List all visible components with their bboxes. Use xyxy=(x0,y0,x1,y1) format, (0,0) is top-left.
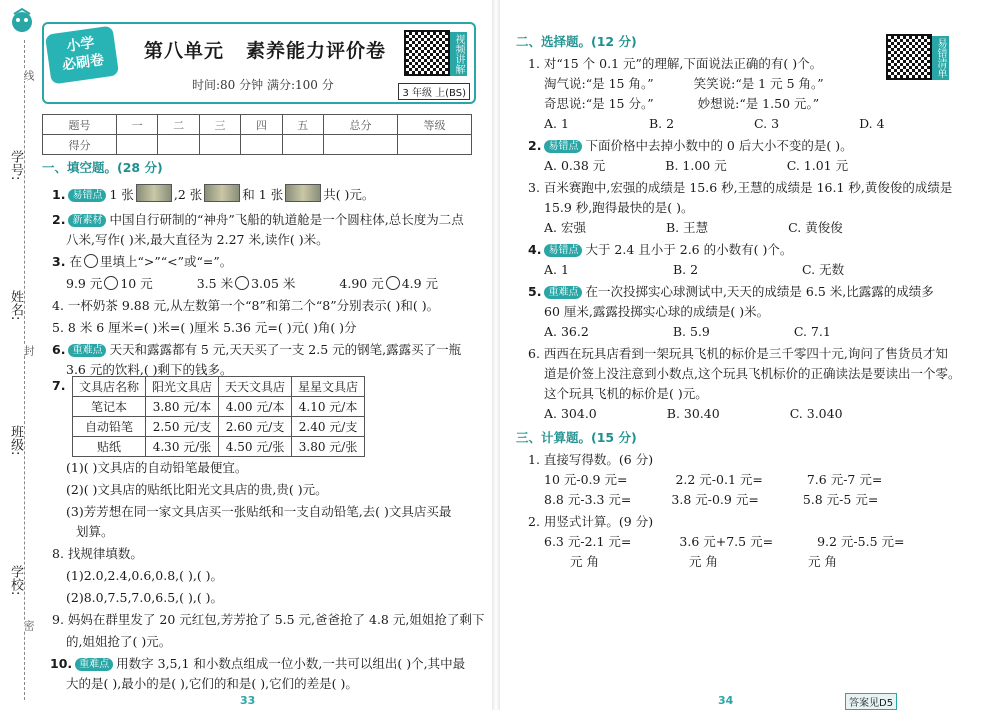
option-a[interactable]: A. 0.38 元 xyxy=(544,158,606,173)
choice-5-options xyxy=(544,324,831,340)
student-number-label: 学号: xyxy=(8,150,23,181)
brand-logo: 小学 必刷卷 xyxy=(48,10,118,80)
table-row: 得分 xyxy=(43,135,472,155)
error-prone-tag: 易错点 xyxy=(544,244,582,257)
question-7-1: (1)( )文具店的自动铅笔最便宜。 xyxy=(66,460,248,475)
option-c[interactable]: C. 3 xyxy=(754,116,780,131)
choice-question-2: 2. 易错点 下面价格中去掉小数中的 0 后大小不变的是( )。 xyxy=(528,138,853,153)
key-point-tag: 重难点 xyxy=(68,344,106,357)
question-5: 5. 8 米 6 厘米=( )米=( )厘米 5.36 元=( )元( )角( )分 xyxy=(52,320,357,335)
compare-circle-icon xyxy=(84,254,98,268)
option-a[interactable]: A. 1 xyxy=(544,116,569,131)
qr-code-icon[interactable] xyxy=(404,30,450,76)
section-calculation: 三、计算题。(15 分) xyxy=(516,430,637,445)
answer-reference: 答案见D5 xyxy=(845,693,897,710)
new-material-tag: 新素材 xyxy=(68,214,106,227)
table-row: 笔记本 3.80 元/本 4.00 元/本 4.10 元/本 xyxy=(73,397,365,417)
option-a[interactable]: A. 304.0 xyxy=(544,406,597,421)
score-table xyxy=(42,114,472,155)
grade-badge: 3 年级 上(BS) xyxy=(398,83,470,100)
choice-1-statements-a: 淘气说:“是 15 角。” 笑笑说:“是 1 元 5 角。” xyxy=(544,76,824,91)
question-10-line2: 大的是( ),最小的是( ),它们的和是( ),它们的差是( )。 xyxy=(66,676,358,691)
option-c[interactable]: C. 1.01 元 xyxy=(786,158,849,173)
page-number-right: 34 xyxy=(718,694,734,707)
calc-2-units: 元 角 元 角 元 角 xyxy=(570,554,837,569)
choice-6-options xyxy=(544,406,843,422)
choice-4-options xyxy=(544,262,844,278)
class-label: 班级: xyxy=(8,425,23,456)
question-3: 3. 在 里填上“>”“<”或“=”。 xyxy=(52,254,233,269)
question-8-2: (2)8.0,7.5,7.0,6.5,( ),( )。 xyxy=(66,590,224,605)
question-1: 1. 易错点 1 张 ,2 张 和 1 张 共( )元。 xyxy=(52,184,374,203)
choice-3-options xyxy=(544,220,843,236)
choice-question-3-line2: 15.9 秒,跑得最快的是( )。 xyxy=(544,200,694,215)
table-row: 贴纸 4.30 元/张 4.50 元/张 3.80 元/张 xyxy=(73,437,365,457)
answer-circle[interactable] xyxy=(235,276,249,290)
question-7-3-line2: 划算。 xyxy=(76,524,114,539)
answer-circle[interactable] xyxy=(386,276,400,290)
calc-question-1: 1. 直接写得数。(6 分) xyxy=(528,452,654,467)
choice-1-options xyxy=(544,116,885,132)
question-7-2: (2)( )文具店的贴纸比阳光文具店的贵,贵( )元。 xyxy=(66,482,328,497)
error-list-label: 易错清单 xyxy=(932,36,949,80)
section-choice: 二、选择题。(12 分) xyxy=(516,34,637,49)
key-point-tag: 重难点 xyxy=(75,658,113,671)
page-number-left: 33 xyxy=(240,694,256,707)
video-explain-label: 视频讲解 xyxy=(450,32,467,76)
choice-question-1: 1. 对“15 个 0.1 元”的理解,下面说法正确的有( )个。 xyxy=(528,56,823,71)
choice-question-6: 6. 西西在玩具店看到一架玩具飞机的标价是三千零四十元,询问了售货员才知 xyxy=(528,346,948,361)
binding-feng: 封 xyxy=(22,345,35,356)
page-fold xyxy=(492,0,500,710)
question-8-1: (1)2.0,2.4,0.6,0.8,( ),( )。 xyxy=(66,568,224,583)
time-score-info: 时间:80 分钟 满分:100 分 xyxy=(192,78,334,92)
calc-2-row: 6.3 元-2.1 元= 3.6 元+7.5 元= 9.2 元-5.5 元= xyxy=(544,534,905,549)
question-7-3: (3)芳芳想在同一家文具店买一张贴纸和一支自动铅笔,去( )文具店买最 xyxy=(66,504,452,519)
question-4: 4. 一杯奶茶 9.88 元,从左数第一个“8”和第二个“8”分别表示( )和( )。 xyxy=(52,298,440,313)
option-b[interactable]: B. 1.00 元 xyxy=(665,158,727,173)
question-10: 10. 重难点 用数字 3,5,1 和小数点组成一位小数,一共可以组出( )个,其中最 xyxy=(50,656,466,671)
choice-question-3: 3. 百米赛跑中,宏强的成绩是 15.6 秒,王慧的成绩是 16.1 秒,黄俊俊的成绩是 xyxy=(528,180,953,195)
question-2: 2. 新素材 中国自行研制的“神舟”飞船的轨道舱是一个圆柱体,总长度为二点 xyxy=(52,212,464,227)
question-9: 9. 妈妈在群里发了 20 元红包,芳芳抢了 5.5 元,爸爸抢了 4.8 元,姐姐抢了剩下 xyxy=(52,612,485,627)
option-c[interactable]: C. 黄俊俊 xyxy=(788,220,843,235)
choice-question-6-line2: 道是价签上没注意到小数点,这个玩具飞机标价的正确读法是要读出一个零。 xyxy=(544,366,961,381)
exam-title: 第八单元 素养能力评价卷 xyxy=(144,40,387,62)
question-3-items: 9.9 元 10 元 3.5 米 3.05 米 4.90 元 4.9 元 xyxy=(66,276,439,291)
question-7: 7. xyxy=(52,378,66,393)
binding-margin xyxy=(0,0,36,710)
table-row: 自动铅笔 2.50 元/支 2.60 元/支 2.40 元/支 xyxy=(73,417,365,437)
error-prone-tag: 易错点 xyxy=(68,189,106,202)
choice-2-options xyxy=(544,158,848,174)
option-a[interactable]: A. 宏强 xyxy=(544,220,586,235)
student-name-label: 姓名: xyxy=(8,290,23,321)
question-9-line2: 的,姐姐抢了( )元。 xyxy=(66,634,172,649)
banknote-1fen-icon xyxy=(285,184,321,202)
exam-header xyxy=(42,22,476,104)
option-d[interactable]: D. 4 xyxy=(859,116,885,131)
table-row: 文具店名称 阳光文具店 天天文具店 星星文具店 xyxy=(73,377,365,397)
question-6: 6. 重难点 天天和露露都有 5 元,天天买了一支 2.5 元的钢笔,露露买了一瓶 xyxy=(52,342,462,357)
right-page xyxy=(500,0,1000,710)
calc-1-row2: 8.8 元-3.3 元= 3.8 元-0.9 元= 5.8 元-5 元= xyxy=(544,492,879,507)
option-a[interactable]: A. 1 xyxy=(544,262,569,277)
option-b[interactable]: B. 30.40 xyxy=(666,406,720,421)
question-2-line2: 八米,写作( )米,最大直径为 2.27 米,读作( )米。 xyxy=(66,232,329,247)
choice-question-4: 4. 易错点 大于 2.4 且小于 2.6 的小数有( )个。 xyxy=(528,242,793,257)
option-b[interactable]: B. 5.9 xyxy=(672,324,710,339)
section-fill-blank: 一、填空题。(28 分) xyxy=(42,160,163,175)
question-6-line2: 3.6 元的饮料,( )剩下的钱多。 xyxy=(66,362,233,377)
choice-question-6-line3: 这个玩具飞机的标价是( )元。 xyxy=(544,386,708,401)
error-prone-tag: 易错点 xyxy=(544,140,582,153)
option-b[interactable]: B. 2 xyxy=(648,116,675,131)
question-8: 8. 找规律填数。 xyxy=(52,546,143,561)
stationery-price-table xyxy=(72,376,365,457)
key-point-tag: 重难点 xyxy=(544,286,582,299)
banknote-1yuan-icon xyxy=(136,184,172,202)
answer-circle[interactable] xyxy=(104,276,118,290)
banknote-1jiao-icon xyxy=(204,184,240,202)
option-b[interactable]: B. 2 xyxy=(672,262,699,277)
calc-question-2: 2. 用竖式计算。(9 分) xyxy=(528,514,654,529)
calc-1-row1: 10 元-0.9 元= 2.2 元-0.1 元= 7.6 元-7 元= xyxy=(544,472,883,487)
option-a[interactable]: A. 36.2 xyxy=(544,324,589,339)
option-c[interactable]: C. 7.1 xyxy=(793,324,831,339)
choice-question-5-line2: 60 厘米,露露投掷实心球的成绩是( )米。 xyxy=(544,304,770,319)
choice-1-statements-b: 奇思说:“是 15 分。” 妙想说:“是 1.50 元。” xyxy=(544,96,820,111)
table-row: 题号 一 二 三 四 五 总分 等级 xyxy=(43,115,472,135)
choice-question-5: 5. 重难点 在一次投掷实心球测试中,天天的成绩是 6.5 米,比露露的成绩多 xyxy=(528,284,934,299)
school-label: 学校: xyxy=(8,565,23,596)
option-b[interactable]: B. 王慧 xyxy=(665,220,709,235)
qr-code-icon[interactable] xyxy=(886,34,932,80)
binding-xian: 线 xyxy=(22,70,35,81)
left-page xyxy=(0,0,492,710)
binding-mi: 密 xyxy=(22,620,35,631)
option-c[interactable]: C. 3.040 xyxy=(789,406,843,421)
option-c[interactable]: C. 无数 xyxy=(802,262,845,277)
